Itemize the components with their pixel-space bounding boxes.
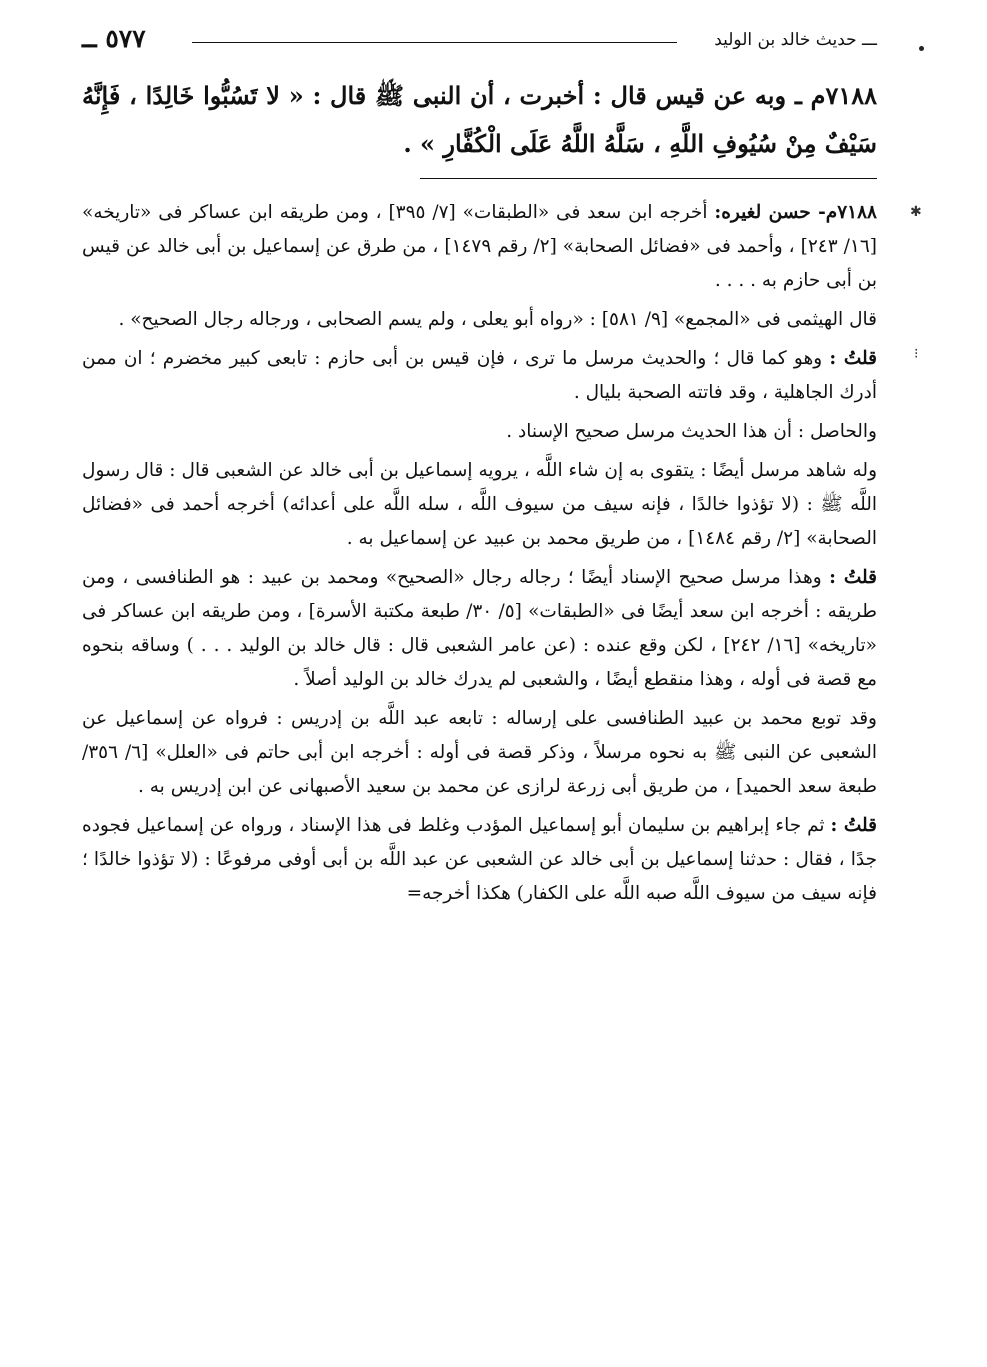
page-number: ٥٧٧ ــ bbox=[82, 24, 146, 53]
note-text: أخرجه ابن سعد فى «الطبقات» [٧/ ٣٩٥] ، ومن طريقه ابن عساكر فى «تاريخه» [١٦/ ٢٤٣] ، وأحمد فى «فضائل الصحابة» [٢/ رقم ١٤٧٩] ، من طرق عن إسماعيل بن أبى خالد عن قيس بن أبى حازم به . . . . bbox=[82, 202, 877, 291]
running-head: ـــ حديث خالد بن الوليد bbox=[714, 30, 877, 50]
commentary bbox=[82, 196, 877, 916]
note-paragraph bbox=[82, 809, 877, 911]
note-text: وقد توبع محمد بن عبيد الطنافسى على إرساله : تابعه عبد اللَّه بن إدريس : فرواه عن إسماعيل عن الشعبى عن النبى ﷺ به نحوه مرسلاً ، وذكر قصة فى أوله : أخرجه ابن أبى حاتم فى «العلل» [٦/ ٣٥٦/ طبعة سعد الحميد] ، من طريق أبى زرعة لرازى عن محمد بن سعيد الأصبهانى عن ابن إدريس به . bbox=[82, 708, 877, 797]
note-text: وله شاهد مرسل أيضًا : يتقوى به إن شاء اللَّه ، يرويه إسماعيل بن أبى خالد عن الشعبى قال : قال رسول اللَّه ﷺ : (لا تؤذوا خالدًا ، فإنه سيف من سيوف اللَّه ، سله اللَّه على أعدائه) أخرجه أحمد فى «فضائل الصحابة» [٢/ رقم ١٤٨٤] ، من طريق محمد بن عبيد عن إسماعيل به . bbox=[82, 460, 877, 549]
hadith-text bbox=[82, 72, 877, 168]
note-paragraph bbox=[82, 415, 877, 449]
hadith-end: » . bbox=[403, 129, 436, 158]
note-lead: ٧١٨٨م- حسن لغيره: bbox=[714, 202, 877, 223]
note-paragraph bbox=[82, 702, 877, 804]
margin-dot bbox=[919, 46, 924, 51]
margin-mark: ⁝ bbox=[914, 346, 919, 362]
note-paragraph bbox=[82, 561, 877, 697]
margin-mark: ✱ bbox=[910, 204, 922, 220]
note-lead: قلتُ : bbox=[829, 348, 877, 369]
note-text: وهذا مرسل صحيح الإسناد أيضًا ؛ رجاله رجال «الصحيح» ومحمد بن عبيد : هو الطنافسى ، ومن طريقه : أخرجه ابن سعد أيضًا فى «الطبقات» [٥/ ٣٠/ طبعة مكتبة الأسرة] ، ومن طريقه ابن عساكر فى «تاريخه» [١٦/ ٢٤٢] ، لكن وقع عنده : (عن عامر الشعبى قال : قال خالد بن الوليد . . . ) وساقه بنحوه مع قصة فى أوله ، وهذا منقطع أيضًا ، والشعبى لم يدرك خالد بن الوليد أصلاً . bbox=[82, 567, 877, 690]
note-text: وهو كما قال ؛ والحديث مرسل ما ترى ، فإن قيس بن أبى حازم : تابعى كبير مخضرم ؛ ان ممن أدرك الجاهلية ، وقد فاتته الصحبة بليال . bbox=[82, 348, 877, 403]
header-rule bbox=[192, 42, 677, 43]
note-paragraph bbox=[82, 196, 877, 298]
note-lead: قلتُ : bbox=[830, 815, 878, 836]
hadith-matn: لا تَسُبُّوا خَالِدًا ، فَإِنَّهُ سَيْفٌ مِنْ سُيُوفِ اللَّهِ ، سَلَّهُ اللَّهُ عَلَى الْكُفَّارِ bbox=[82, 81, 877, 158]
note-lead: قلتُ : bbox=[829, 567, 878, 588]
footnote-separator bbox=[420, 178, 877, 179]
note-paragraph bbox=[82, 342, 877, 410]
note-text: ثم جاء إبراهيم بن سليمان أبو إسماعيل المؤدب وغلط فى هذا الإسناد ، ورواه عن إسماعيل فجوده جدًا ، فقال : حدثنا إسماعيل بن أبى خالد عن الشعبى عن عبد اللَّه بن أبى أوفى مرفوعًا : (لا تؤذوا خالدًا ؛ فإنه سيف من سيوف اللَّه صبه اللَّه على الكفار) هكذا أخرجه= bbox=[82, 815, 877, 904]
note-paragraph bbox=[82, 454, 877, 556]
note-text: والحاصل : أن هذا الحديث مرسل صحيح الإسناد . bbox=[506, 421, 877, 442]
hadith-intro: وبه عن قيس قال : أخبرت ، أن النبى ﷺ قال : « bbox=[288, 81, 787, 110]
note-paragraph bbox=[82, 303, 877, 337]
page-header bbox=[82, 22, 877, 62]
hadith-number: ٧١٨٨م ـ bbox=[794, 81, 878, 110]
note-text: قال الهيثمى فى «المجمع» [٩/ ٥٨١] : «رواه أبو يعلى ، ولم يسم الصحابى ، ورجاله رجال الصحيح» . bbox=[118, 309, 877, 330]
